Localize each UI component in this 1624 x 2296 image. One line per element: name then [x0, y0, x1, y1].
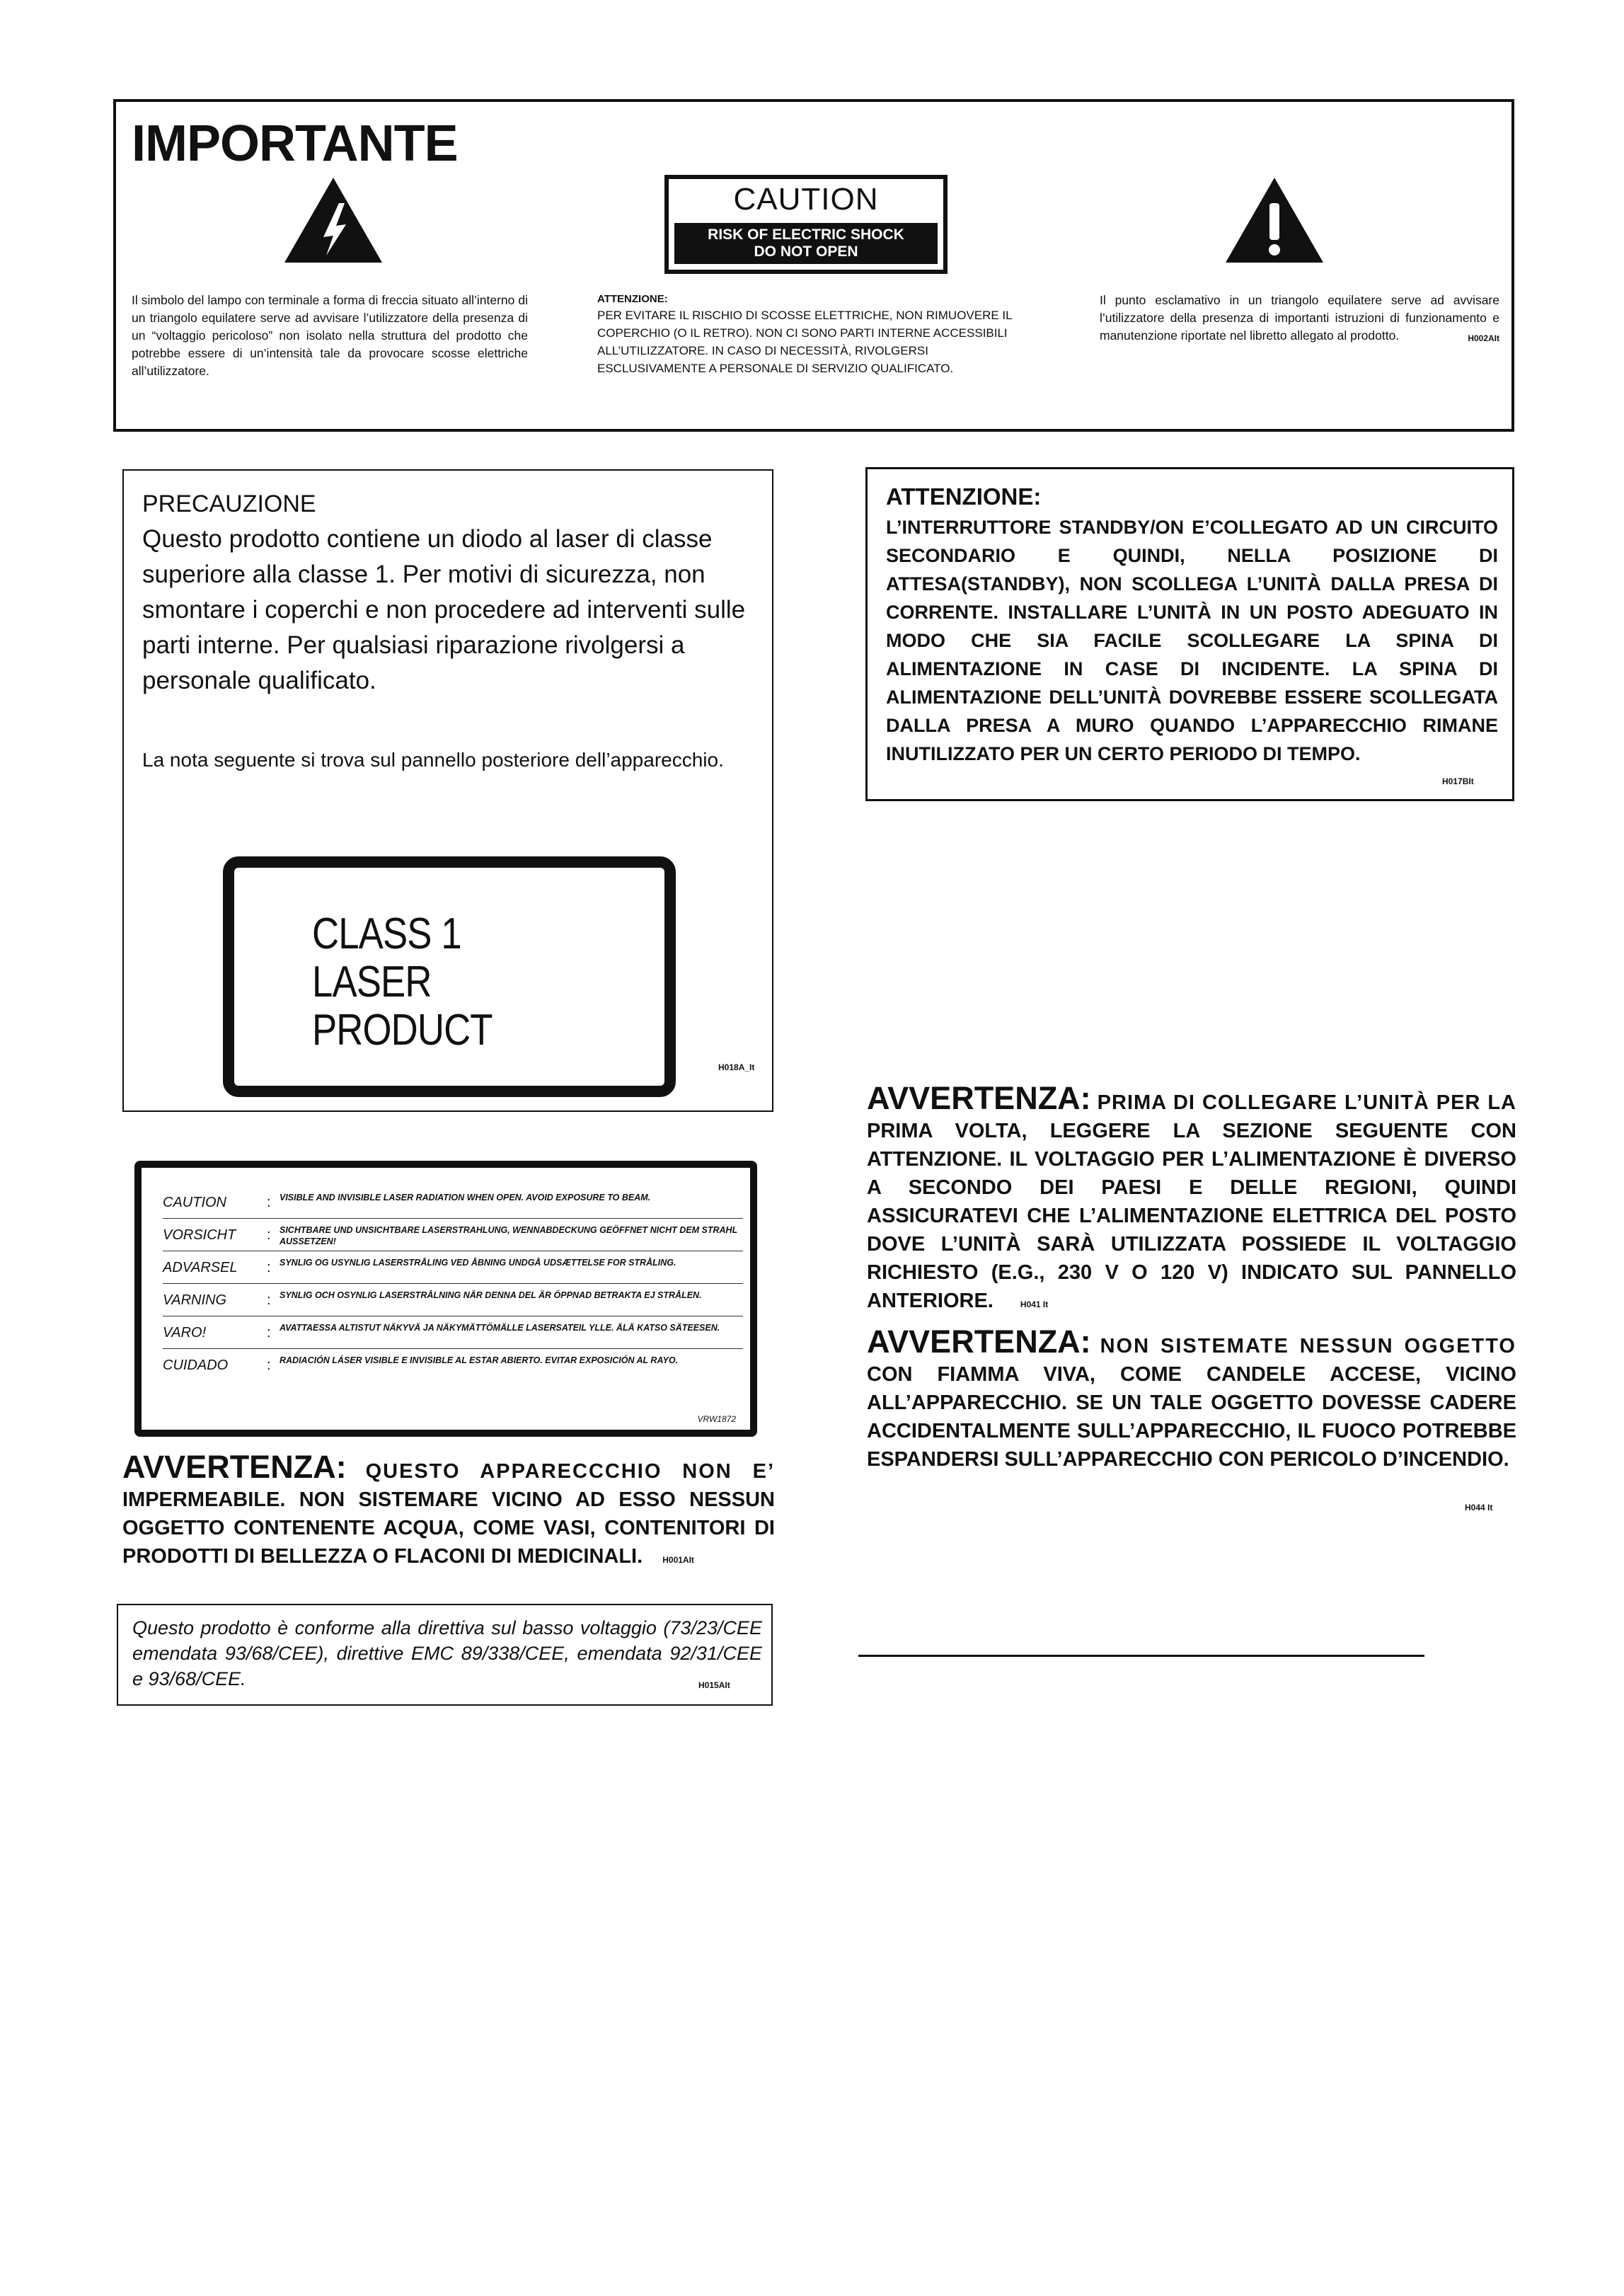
caution-line-1: RISK OF ELECTRIC SHOCK: [708, 226, 904, 243]
reference-code: H017BIt: [1442, 776, 1474, 786]
reference-code: VRW1872: [697, 1414, 736, 1424]
avvertenza-text: IMPERMEABILE. NON SISTEMARE VICINO AD ESSO NESSUN OGGETTO CONTENENTE ACQUA, COME VASI, CONTENITORI DI PRODOTTI DI BELLEZZA O FLACONI DI MEDICINALI.: [122, 1488, 775, 1568]
laser-label-row: CAUTION : VISIBLE AND INVISIBLE LASER RADIATION WHEN OPEN. AVOID EXPOSURE TO BEAM.: [163, 1188, 743, 1219]
class1-laser-label: [223, 856, 676, 1097]
reference-code: H001AIt: [662, 1555, 694, 1565]
row-language: VARO!: [163, 1325, 207, 1341]
avvertenza-lead: NON SISTEMATE NESSUN OGGETTO: [1100, 1335, 1516, 1357]
exclamation-triangle-icon: [1223, 175, 1326, 265]
avvertenza-text: CON FIAMMA VIVA, COME CANDELE ACCESE, VICINO ALL’APPARECCHIO. SE UN TALE OGGETTO DOVESSE CADERE ACCIDENTALMENTE SULL’APPARECCHIO, IL FUOCO POTREBBE ESPANDERSI SULL’APPARECCHIO CON PERICOLO D’INCENDIO.: [867, 1363, 1516, 1471]
row-language: VARNING: [163, 1292, 227, 1308]
lightning-symbol-explanation: Il simbolo del lampo con terminale a forma di freccia situato all’interno di un triangolo equilatere serve ad avvisare l’utilizzatore della presenza di un “voltaggio pericoloso” non isolato nella struttura del prodotto che potrebbe essere di un’intensità tale da provocare scosse elettriche all’utilizzatore.: [132, 293, 528, 378]
caution-heading: CAUTION: [733, 182, 879, 217]
laser-label-row: VORSICHT : SICHTBARE UND UNSICHTBARE LASERSTRAHLUNG, WENNABDECKUNG GEÖFFNET NICHT DEM STRAHL AUSSETZEN!: [163, 1220, 743, 1251]
laser-product-line: LASER PRODUCT: [312, 958, 493, 1055]
precauzione-body: Questo prodotto contiene un diodo al laser di classe superiore alla classe 1. Per motivi di sicurezza, non smontare i coperchi e non procedere ad interventi sulle parti interne. Per qualsiasi riparazione rivolgersi a personale qualificato.: [142, 525, 746, 694]
laser-warning-label: [134, 1161, 757, 1437]
laser-label-row: CUIDADO : RADIACIÓN LÁSER VISIBLE E INVISIBLE AL ESTAR ABIERTO. EVITAR EXPOSICIÓN AL RAYO.: [163, 1350, 743, 1382]
row-message: VISIBLE AND INVISIBLE LASER RADIATION WHEN OPEN. AVOID EXPOSURE TO BEAM.: [280, 1193, 651, 1202]
laser-label-row: ADVARSEL : SYNLIG OG USYNLIG LASERSTRÅLING VED ÅBNING UNDGÅ UDSÆTTELSE FOR STRÅLING.: [163, 1253, 743, 1284]
reference-code: H002AIt: [1468, 333, 1499, 343]
importante-box: [113, 99, 1514, 432]
row-message: AVATTAESSA ALTISTUT NÄKYVÄ JA NÄKYMÄTTÖMÄLLE LASERSATEIL YLLE. ÄLÄ KATSO SÄTEESEN.: [280, 1323, 720, 1333]
caution-line-2: DO NOT OPEN: [754, 243, 858, 260]
lightning-triangle-icon: [282, 175, 385, 265]
conformity-box: [117, 1604, 773, 1706]
precauzione-note: La nota seguente si trova sul pannello posteriore dell’apparecchio.: [142, 749, 724, 771]
caution-label: [664, 175, 948, 274]
reference-code: H018A_It: [718, 1062, 755, 1072]
exclamation-text: Il punto esclamativo in un triangolo equilatere serve ad avvisare l’utilizzatore della presenza di importanti istruzioni di funzionamento e manutenzione riportate nel libretto allegato al prodotto.: [1100, 293, 1499, 343]
precauzione-title: PRECAUZIONE: [142, 490, 316, 517]
reference-code: H044 It: [1465, 1503, 1493, 1513]
class-line: CLASS 1: [312, 909, 461, 958]
shock-warning-text: PER EVITARE IL RISCHIO DI SCOSSE ELETTRICHE, NON RIMUOVERE IL COPERCHIO (O IL RETRO). NON CI SONO PARTI INTERNE ACCESSIBILI ALL’UTILIZZATORE. IN CASO DI NECESSITÀ, RIVOLGERSI ESCLUSIVAMENTE A PERSONALE DI SERVIZIO QUALIFICATO.: [597, 309, 1012, 375]
class-label-text: [312, 910, 611, 1055]
avvertenza-voltage-warning: [867, 1080, 1516, 1319]
avvertenza-water-warning: [122, 1449, 775, 1574]
laser-label-row: VARO! : AVATTAESSA ALTISTUT NÄKYVÄ JA NÄKYMÄTTÖMÄLLE LASERSATEIL YLLE. ÄLÄ KATSO SÄTEESEN.: [163, 1318, 743, 1349]
reference-code: H015AIt: [698, 1680, 730, 1690]
conformity-text: Questo prodotto è conforme alla direttiva sul basso voltaggio (73/23/CEE emendata 93/68/CEE), direttive EMC 89/338/CEE, emendata 92/31/CEE e 93/68/CEE.: [132, 1617, 762, 1689]
row-language: VORSICHT: [163, 1227, 236, 1243]
avvertenza-flame-warning: [867, 1324, 1516, 1474]
attenzione-title: ATTENZIONE:: [886, 483, 1042, 510]
avvertenza-heading: AVVERTENZA:: [867, 1080, 1091, 1116]
row-language: CAUTION: [163, 1195, 226, 1210]
attenzione-text: L’INTERRUTTORE STANDBY/ON E’COLLEGATO AD UN CIRCUITO SECONDARIO E QUINDI, NELLA POSIZIONE DI ATTESA(STANDBY), NON SCOLLEGA L’UNITÀ DALLA PRESA DI CORRENTE. INSTALLARE L’UNITÀ IN UN POSTO ADEGUATO IN MODO CHE SIA FACILE SCOLLEGARE LA SPINA DI ALIMENTAZIONE IN CASE DI INCIDENTE. LA SPINA DI ALIMENTAZIONE DELL’UNITÀ DOVREBBE ESSERE SCOLLEGATA DALLA PRESA A MURO QUANDO L’APPARECCHIO RIMANE INUTILIZZATO PER UN CERTO PERIODO DI TEMPO.: [886, 517, 1498, 764]
exclamation-symbol-explanation: [1100, 292, 1499, 348]
row-message: SICHTBARE UND UNSICHTBARE LASERSTRAHLUNG, WENNABDECKUNG GEÖFFNET NICHT DEM STRAHL AUSSETZEN!: [280, 1225, 737, 1246]
avvertenza-heading: AVVERTENZA:: [867, 1324, 1091, 1360]
precauzione-box: [122, 469, 773, 1112]
reference-code: H041 It: [1020, 1299, 1049, 1309]
avvertenza-lead: QUESTO APPARECCCHIO NON E’: [365, 1460, 775, 1483]
laser-label-row: VARNING : SYNLIG OCH OSYNLIG LASERSTRÅLNING NÄR DENNA DEL ÄR ÖPPNAD BETRAKTA EJ STRÅLEN.: [163, 1285, 743, 1316]
attenzione-box: [865, 467, 1514, 801]
row-language: CUIDADO: [163, 1357, 229, 1373]
page-title: IMPORTANTE: [132, 115, 458, 172]
row-language: ADVARSEL: [163, 1260, 238, 1275]
divider-line: [858, 1655, 1424, 1657]
avvertenza-lead: PRIMA DI COLLEGARE L’UNITÀ PER LA: [1097, 1091, 1516, 1114]
row-message: SYNLIG OG USYNLIG LASERSTRÅLING VED ÅBNING UNDGÅ UDSÆTTELSE FOR STRÅLING.: [280, 1258, 676, 1268]
row-message: SYNLIG OCH OSYNLIG LASERSTRÅLNING NÄR DENNA DEL ÄR ÖPPNAD BETRAKTA EJ STRÅLEN.: [280, 1290, 702, 1300]
avvertenza-heading: AVVERTENZA:: [122, 1449, 347, 1485]
row-message: RADIACIÓN LÁSER VISIBLE E INVISIBLE AL ESTAR ABIERTO. EVITAR EXPOSICIÓN AL RAYO.: [280, 1355, 679, 1365]
attenzione-label: ATTENZIONE:: [597, 293, 668, 305]
avvertenza-text: PRIMA VOLTA, LEGGERE LA SEZIONE SEGUENTE CON ATTENZIONE. IL VOLTAGGIO PER L’ALIMENTAZIONE È DIVERSO A SECONDO DEI PAESI E DELLE REGIONI, QUINDI ASSICURATEVI CHE L’ALIMENTAZIONE ELETTRICA DEL POSTO DOVE L’UNITÀ SARÀ UTILIZZATA POSSIEDE IL VOLTAGGIO RICHIESTO (E.G., 230 V O 120 V) INDICATO SUL PANNELLO ANTERIORE.: [867, 1120, 1516, 1312]
